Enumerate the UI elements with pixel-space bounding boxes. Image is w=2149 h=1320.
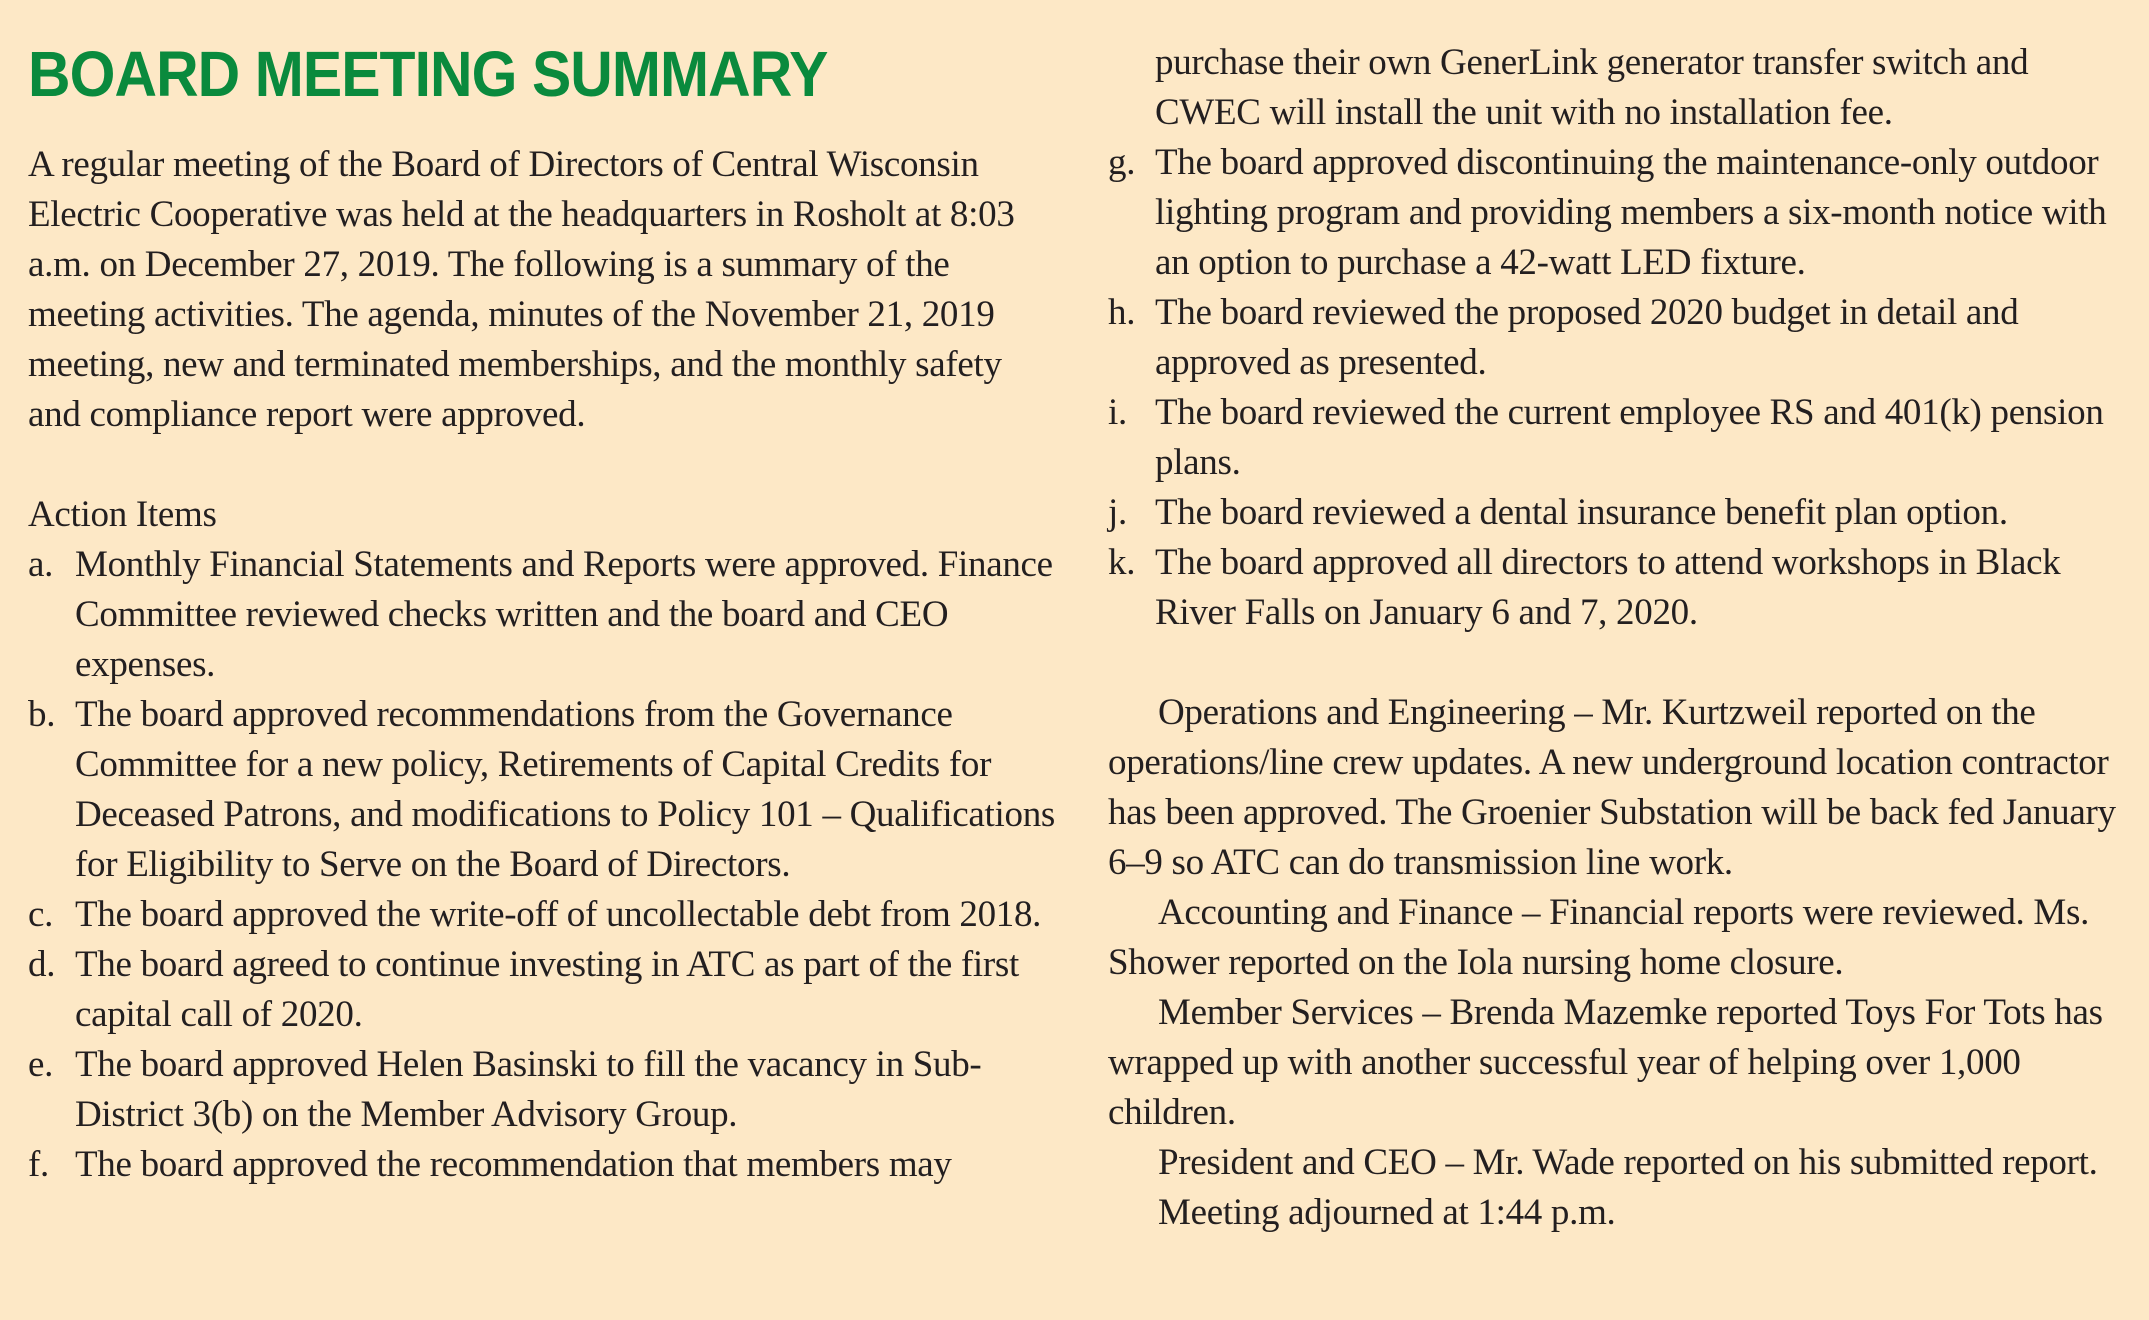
action-item-f-continuation: purchase their own GenerLink generator transfer switch and CWEC will install the unit with no installation fee. [1155, 42, 2029, 133]
right-column [1108, 0, 2128, 1238]
list-item-text: The board approved all directors to attend workshops in Black River Falls on January 6 and 7, 2020. [1155, 542, 2061, 633]
page-title: BOARD MEETING SUMMARY [28, 38, 828, 110]
list-marker: k. [1108, 542, 1136, 583]
meeting-adjourned: Meeting adjourned at 1:44 p.m. [1158, 1192, 1616, 1233]
action-item-a [28, 540, 1058, 690]
list-marker: c. [28, 894, 54, 935]
list-item-text: The board approved discontinuing the maintenance-only outdoor lighting program and providing members a six-month notice with an option to purchase a 42-watt LED fixture. [1155, 142, 2107, 283]
list-item-text: The board approved Helen Basinski to fill the vacancy in Sub-District 3(b) on the Member Advisory Group. [75, 1044, 982, 1135]
action-item-f [28, 1140, 1058, 1190]
list-marker: j. [1108, 492, 1127, 533]
action-items-heading: Action Items [28, 494, 217, 535]
list-item-text: The board approved the write-off of uncollectable debt from 2018. [75, 894, 1042, 935]
action-item-d [28, 940, 1058, 1040]
list-marker: d. [28, 944, 56, 985]
list-marker: a. [28, 544, 54, 585]
action-item-b [28, 690, 1058, 890]
list-marker: e. [28, 1044, 54, 1085]
action-item-e [28, 1040, 1058, 1140]
report-accounting-finance: Accounting and Finance – Financial reports were reviewed. Ms. Shower reported on the Iola nursing home closure. [1108, 892, 2090, 983]
department-reports [1108, 688, 2128, 1238]
list-marker: h. [1108, 292, 1136, 333]
report-president-ceo: President and CEO – Mr. Wade reported on his submitted report. [1158, 1142, 2098, 1183]
action-items-list-continued [1108, 138, 2128, 638]
report-operations-engineering: Operations and Engineering – Mr. Kurtzweil reported on the operations/line crew updates. A new underground location contractor has been approved. The Groenier Substation will be back fed January 6–9 so ATC can do transmission line work. [1108, 692, 2116, 883]
action-item-i [1108, 388, 2128, 488]
action-item-j [1108, 488, 2128, 538]
report-member-services: Member Services – Brenda Mazemke reported Toys For Tots has wrapped up with another successful year of helping over 1,000 children. [1108, 992, 2103, 1133]
action-item-h [1108, 288, 2128, 388]
list-item-text: Monthly Financial Statements and Reports were approved. Finance Committee reviewed checks written and the board and CEO expenses. [75, 544, 1053, 685]
list-item-text: The board reviewed a dental insurance benefit plan option. [1155, 492, 2008, 533]
list-marker: i. [1108, 392, 1127, 433]
list-item-text: The board agreed to continue investing in ATC as part of the first capital call of 2020. [75, 944, 1020, 1035]
list-item-text: The board reviewed the proposed 2020 budget in detail and approved as presented. [1155, 292, 2019, 383]
action-items-list [28, 540, 1058, 1190]
action-item-c [28, 890, 1058, 940]
action-item-k [1108, 538, 2128, 638]
action-item-g [1108, 138, 2128, 288]
intro-paragraph: A regular meeting of the Board of Directors of Central Wisconsin Electric Cooperative was held at the headquarters in Rosholt at 8:03 a.m. on December 27, 2019. The following is a summary of the meeting activities. The agenda, minutes of the November 21, 2019 meeting, new and terminated memberships, and the monthly safety and compliance report were approved. [28, 144, 1015, 435]
list-marker: b. [28, 694, 56, 735]
list-marker: f. [28, 1144, 49, 1185]
left-column [28, 0, 1058, 1190]
list-item-text: The board reviewed the current employee RS and 401(k) pension plans. [1155, 392, 2104, 483]
list-item-text: The board approved the recommendation that members may [75, 1144, 952, 1185]
list-item-text: The board approved recommendations from the Governance Committee for a new policy, Retirements of Capital Credits for Deceased Patrons, and modifications to Policy 101 – Qualifications for Eligibility to Serve on the Board of Directors. [75, 694, 1056, 885]
list-marker: g. [1108, 142, 1136, 183]
